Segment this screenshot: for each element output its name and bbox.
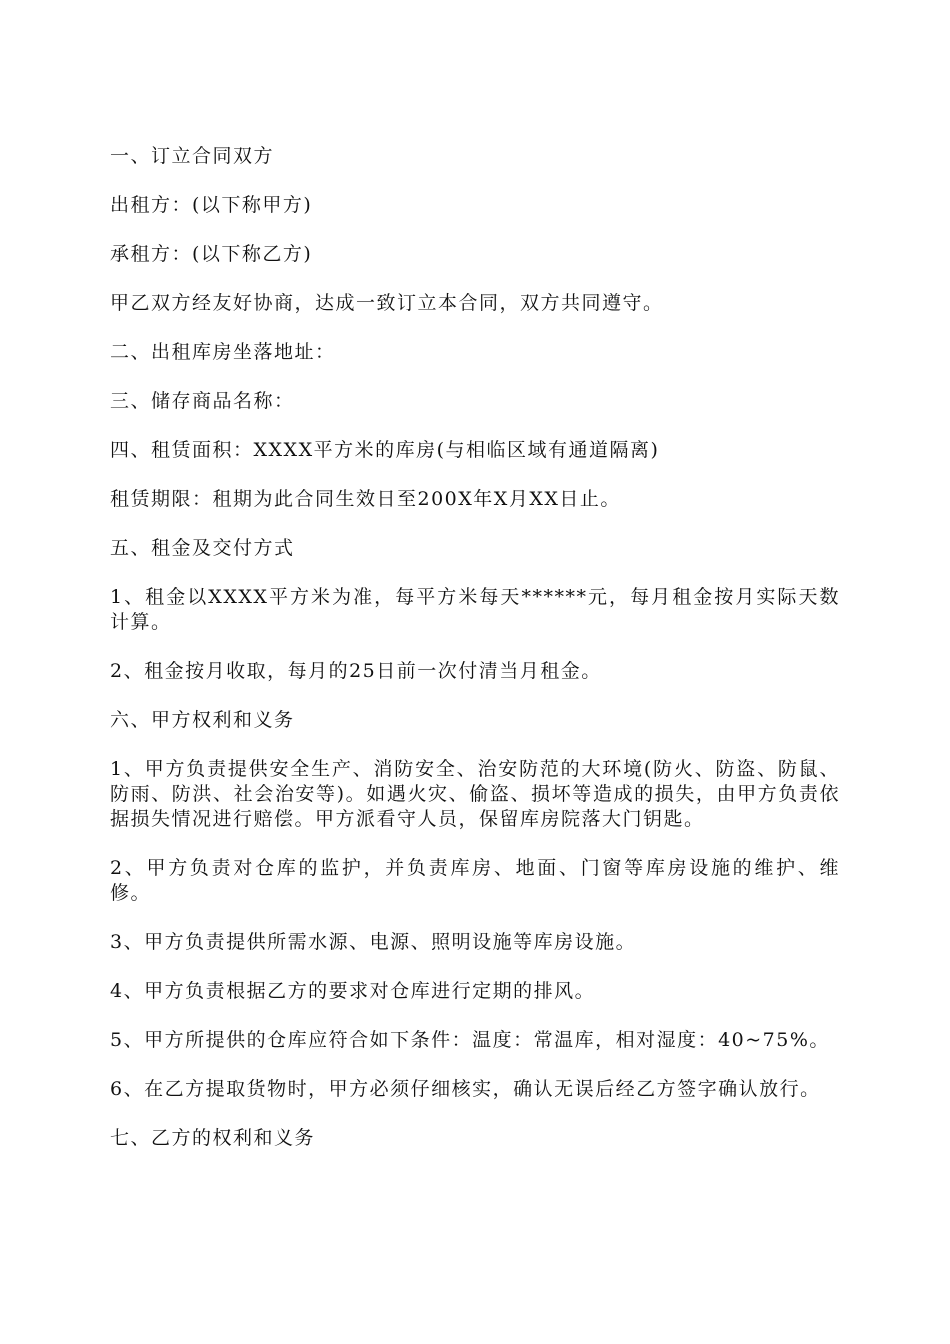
section-heading-address: 二、出租库房坐落地址： [110, 341, 336, 363]
party-a-clause-3: 3、甲方负责提供所需水源、电源、照明设施等库房设施。 [110, 931, 637, 953]
section-heading-party-a: 六、甲方权利和义务 [110, 709, 295, 731]
section-heading-area: 四、租赁面积：XXXX平方米的库房(与相临区域有通道隔离) [110, 439, 660, 461]
party-a-clause-6: 6、在乙方提取货物时，甲方必须仔细核实，确认无误后经乙方签字确认放行。 [110, 1078, 821, 1100]
rent-clause-1: 1、租金以XXXX平方米为准，每平方米每天******元，每月租金按月实际天数计算。 [110, 586, 840, 633]
lessee-line: 承租方：(以下称乙方) [110, 243, 313, 265]
lease-term-paragraph: 租赁期限：租期为此合同生效日至200X年X月XX日止。 [110, 488, 621, 510]
section-heading-parties: 一、订立合同双方 [110, 145, 275, 167]
agreement-paragraph: 甲乙双方经友好协商，达成一致订立本合同，双方共同遵守。 [110, 292, 664, 314]
section-heading-rent: 五、租金及交付方式 [110, 537, 295, 559]
party-a-clause-5: 5、甲方所提供的仓库应符合如下条件：温度：常温库，相对湿度：40~75%。 [110, 1029, 830, 1051]
party-a-clause-2: 2、甲方负责对仓库的监护，并负责库房、地面、门窗等库房设施的维护、维修。 [110, 857, 840, 904]
section-heading-goods: 三、储存商品名称： [110, 390, 295, 412]
section-heading-party-b: 七、乙方的权利和义务 [110, 1127, 316, 1149]
rent-clause-2: 2、租金按月收取，每月的25日前一次付清当月租金。 [110, 660, 602, 682]
party-a-clause-1: 1、甲方负责提供安全生产、消防安全、治安防范的大环境(防火、防盗、防鼠、防雨、防洪、社会治安等)。如遇火灾、偷盗、损坏等造成的损失，由甲方负责依据损失情况进行赔偿。甲方派看守人员，保留库房院落大门钥匙。 [110, 758, 840, 830]
party-a-clause-4: 4、甲方负责根据乙方的要求对仓库进行定期的排风。 [110, 980, 596, 1002]
lessor-line: 出租方：(以下称甲方) [110, 194, 313, 216]
document-body [110, 144, 840, 1175]
